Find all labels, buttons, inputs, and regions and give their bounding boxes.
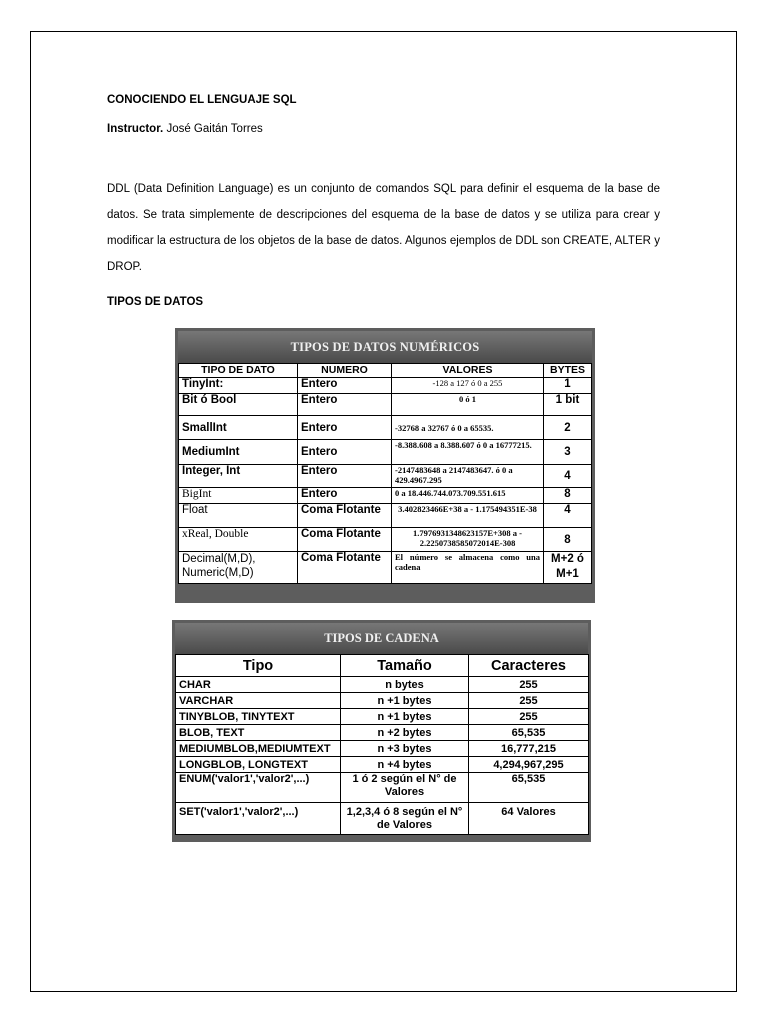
column-header: Tipo xyxy=(176,655,341,677)
table-row xyxy=(176,757,589,773)
size-cell: n +4 bytes xyxy=(341,757,469,773)
number-kind-cell: Entero xyxy=(298,378,392,394)
column-header: TIPO DE DATO xyxy=(179,364,298,378)
table-row xyxy=(179,394,592,416)
table-row xyxy=(179,504,592,528)
type-cell: BigInt xyxy=(179,488,298,504)
characters-cell: 255 xyxy=(469,693,589,709)
table-row xyxy=(179,552,592,584)
type-cell: xReal, Double xyxy=(179,528,298,552)
type-cell: MEDIUMBLOB,MEDIUMTEXT xyxy=(176,741,341,757)
size-cell: n +2 bytes xyxy=(341,725,469,741)
characters-cell: 65,535 xyxy=(469,773,589,803)
size-cell: n bytes xyxy=(341,677,469,693)
number-kind-cell: Entero xyxy=(298,394,392,416)
values-cell: 3.402823466E+38 a - 1.175494351E-38 xyxy=(392,504,544,528)
instructor-line xyxy=(107,123,263,135)
type-cell: BLOB, TEXT xyxy=(176,725,341,741)
bytes-cell: 1 xyxy=(544,378,592,394)
values-cell: -2147483648 a 2147483647. ó 0 a 429.4967.295 xyxy=(392,465,544,488)
number-kind-cell: Entero xyxy=(298,440,392,465)
table-row xyxy=(176,803,589,835)
table-row xyxy=(176,773,589,803)
column-header: NUMERO xyxy=(298,364,392,378)
number-kind-cell: Entero xyxy=(298,488,392,504)
column-header: BYTES xyxy=(544,364,592,378)
type-cell: SmallInt xyxy=(179,416,298,440)
table-row xyxy=(176,677,589,693)
instructor-label: Instructor. xyxy=(107,123,164,135)
table-row xyxy=(176,709,589,725)
type-cell: Decimal(M,D), Numeric(M,D) xyxy=(179,552,298,584)
size-cell: 1,2,3,4 ó 8 según el N° de Valores xyxy=(341,803,469,835)
numeric-types-table xyxy=(175,328,595,603)
characters-cell: 255 xyxy=(469,709,589,725)
numeric-table-title: TIPOS DE DATOS NUMÉRICOS xyxy=(178,331,592,363)
column-header: Caracteres xyxy=(469,655,589,677)
values-cell: -8.388.608 a 8.388.607 ó 0 a 16777215. xyxy=(392,440,544,465)
type-cell: LONGBLOB, LONGTEXT xyxy=(176,757,341,773)
values-cell: 1.7976931348623157E+308 a - 2.2250738585072014E-308 xyxy=(392,528,544,552)
table-row xyxy=(179,488,592,504)
values-cell: 0 a 18.446.744.073.709.551.615 xyxy=(392,488,544,504)
table-row xyxy=(176,693,589,709)
bytes-cell: 8 xyxy=(544,528,592,552)
numeric-table-header-row xyxy=(179,364,592,378)
intro-paragraph: DDL (Data Definition Language) es un conjunto de comandos SQL para definir el esquema de la base de datos. Se trata simplemente de descripciones del esquema de la base de datos y se utiliza para crear y modificar la estructura de los objetos de la base de datos. Algunos ejemplos de DDL son CREATE, ALTER y DROP. xyxy=(107,183,660,273)
table-row xyxy=(179,440,592,465)
string-types-table xyxy=(172,620,591,842)
values-cell: -128 a 127 ó 0 a 255 xyxy=(392,378,544,394)
size-cell: 1 ó 2 según el N° de Valores xyxy=(341,773,469,803)
values-cell: -32768 a 32767 ó 0 a 65535. xyxy=(392,416,544,440)
type-cell: VARCHAR xyxy=(176,693,341,709)
bytes-cell: 4 xyxy=(544,465,592,488)
type-cell: Float xyxy=(179,504,298,528)
table-row xyxy=(179,465,592,488)
table-row xyxy=(179,416,592,440)
bytes-cell: 1 bit xyxy=(544,394,592,416)
bytes-cell: 8 xyxy=(544,488,592,504)
number-kind-cell: Coma Flotante xyxy=(298,504,392,528)
characters-cell: 64 Valores xyxy=(469,803,589,835)
type-cell: CHAR xyxy=(176,677,341,693)
column-header: Tamaño xyxy=(341,655,469,677)
table-row xyxy=(179,528,592,552)
number-kind-cell: Coma Flotante xyxy=(298,552,392,584)
type-cell: Integer, Int xyxy=(179,465,298,488)
size-cell: n +3 bytes xyxy=(341,741,469,757)
characters-cell: 65,535 xyxy=(469,725,589,741)
instructor-name: José Gaitán Torres xyxy=(166,123,263,135)
string-table-grid xyxy=(175,654,589,835)
bytes-cell: 3 xyxy=(544,440,592,465)
characters-cell: 16,777,215 xyxy=(469,741,589,757)
type-cell: ENUM('valor1','valor2',...) xyxy=(176,773,341,803)
type-cell: TINYBLOB, TINYTEXT xyxy=(176,709,341,725)
table-row xyxy=(179,378,592,394)
type-cell: Bit ó Bool xyxy=(179,394,298,416)
section-title: TIPOS DE DATOS xyxy=(107,296,204,308)
document-title: CONOCIENDO EL LENGUAJE SQL xyxy=(107,94,297,106)
column-header: VALORES xyxy=(392,364,544,378)
size-cell: n +1 bytes xyxy=(341,709,469,725)
type-cell: SET('valor1','valor2',...) xyxy=(176,803,341,835)
type-cell: MediumInt xyxy=(179,440,298,465)
bytes-cell: 2 xyxy=(544,416,592,440)
table-row xyxy=(176,741,589,757)
table-row xyxy=(176,725,589,741)
bytes-cell: M+2 ó M+1 xyxy=(544,552,592,584)
characters-cell: 255 xyxy=(469,677,589,693)
string-table-header-row xyxy=(176,655,589,677)
size-cell: n +1 bytes xyxy=(341,693,469,709)
bytes-cell: 4 xyxy=(544,504,592,528)
characters-cell: 4,294,967,295 xyxy=(469,757,589,773)
number-kind-cell: Coma Flotante xyxy=(298,528,392,552)
values-cell: 0 ó 1 xyxy=(392,394,544,416)
type-cell: TinyInt: xyxy=(179,378,298,394)
number-kind-cell: Entero xyxy=(298,416,392,440)
numeric-table-grid xyxy=(178,363,592,584)
number-kind-cell: Entero xyxy=(298,465,392,488)
values-cell: El número se almacena como una cadena xyxy=(392,552,544,584)
string-table-title: TIPOS DE CADENA xyxy=(175,623,588,654)
